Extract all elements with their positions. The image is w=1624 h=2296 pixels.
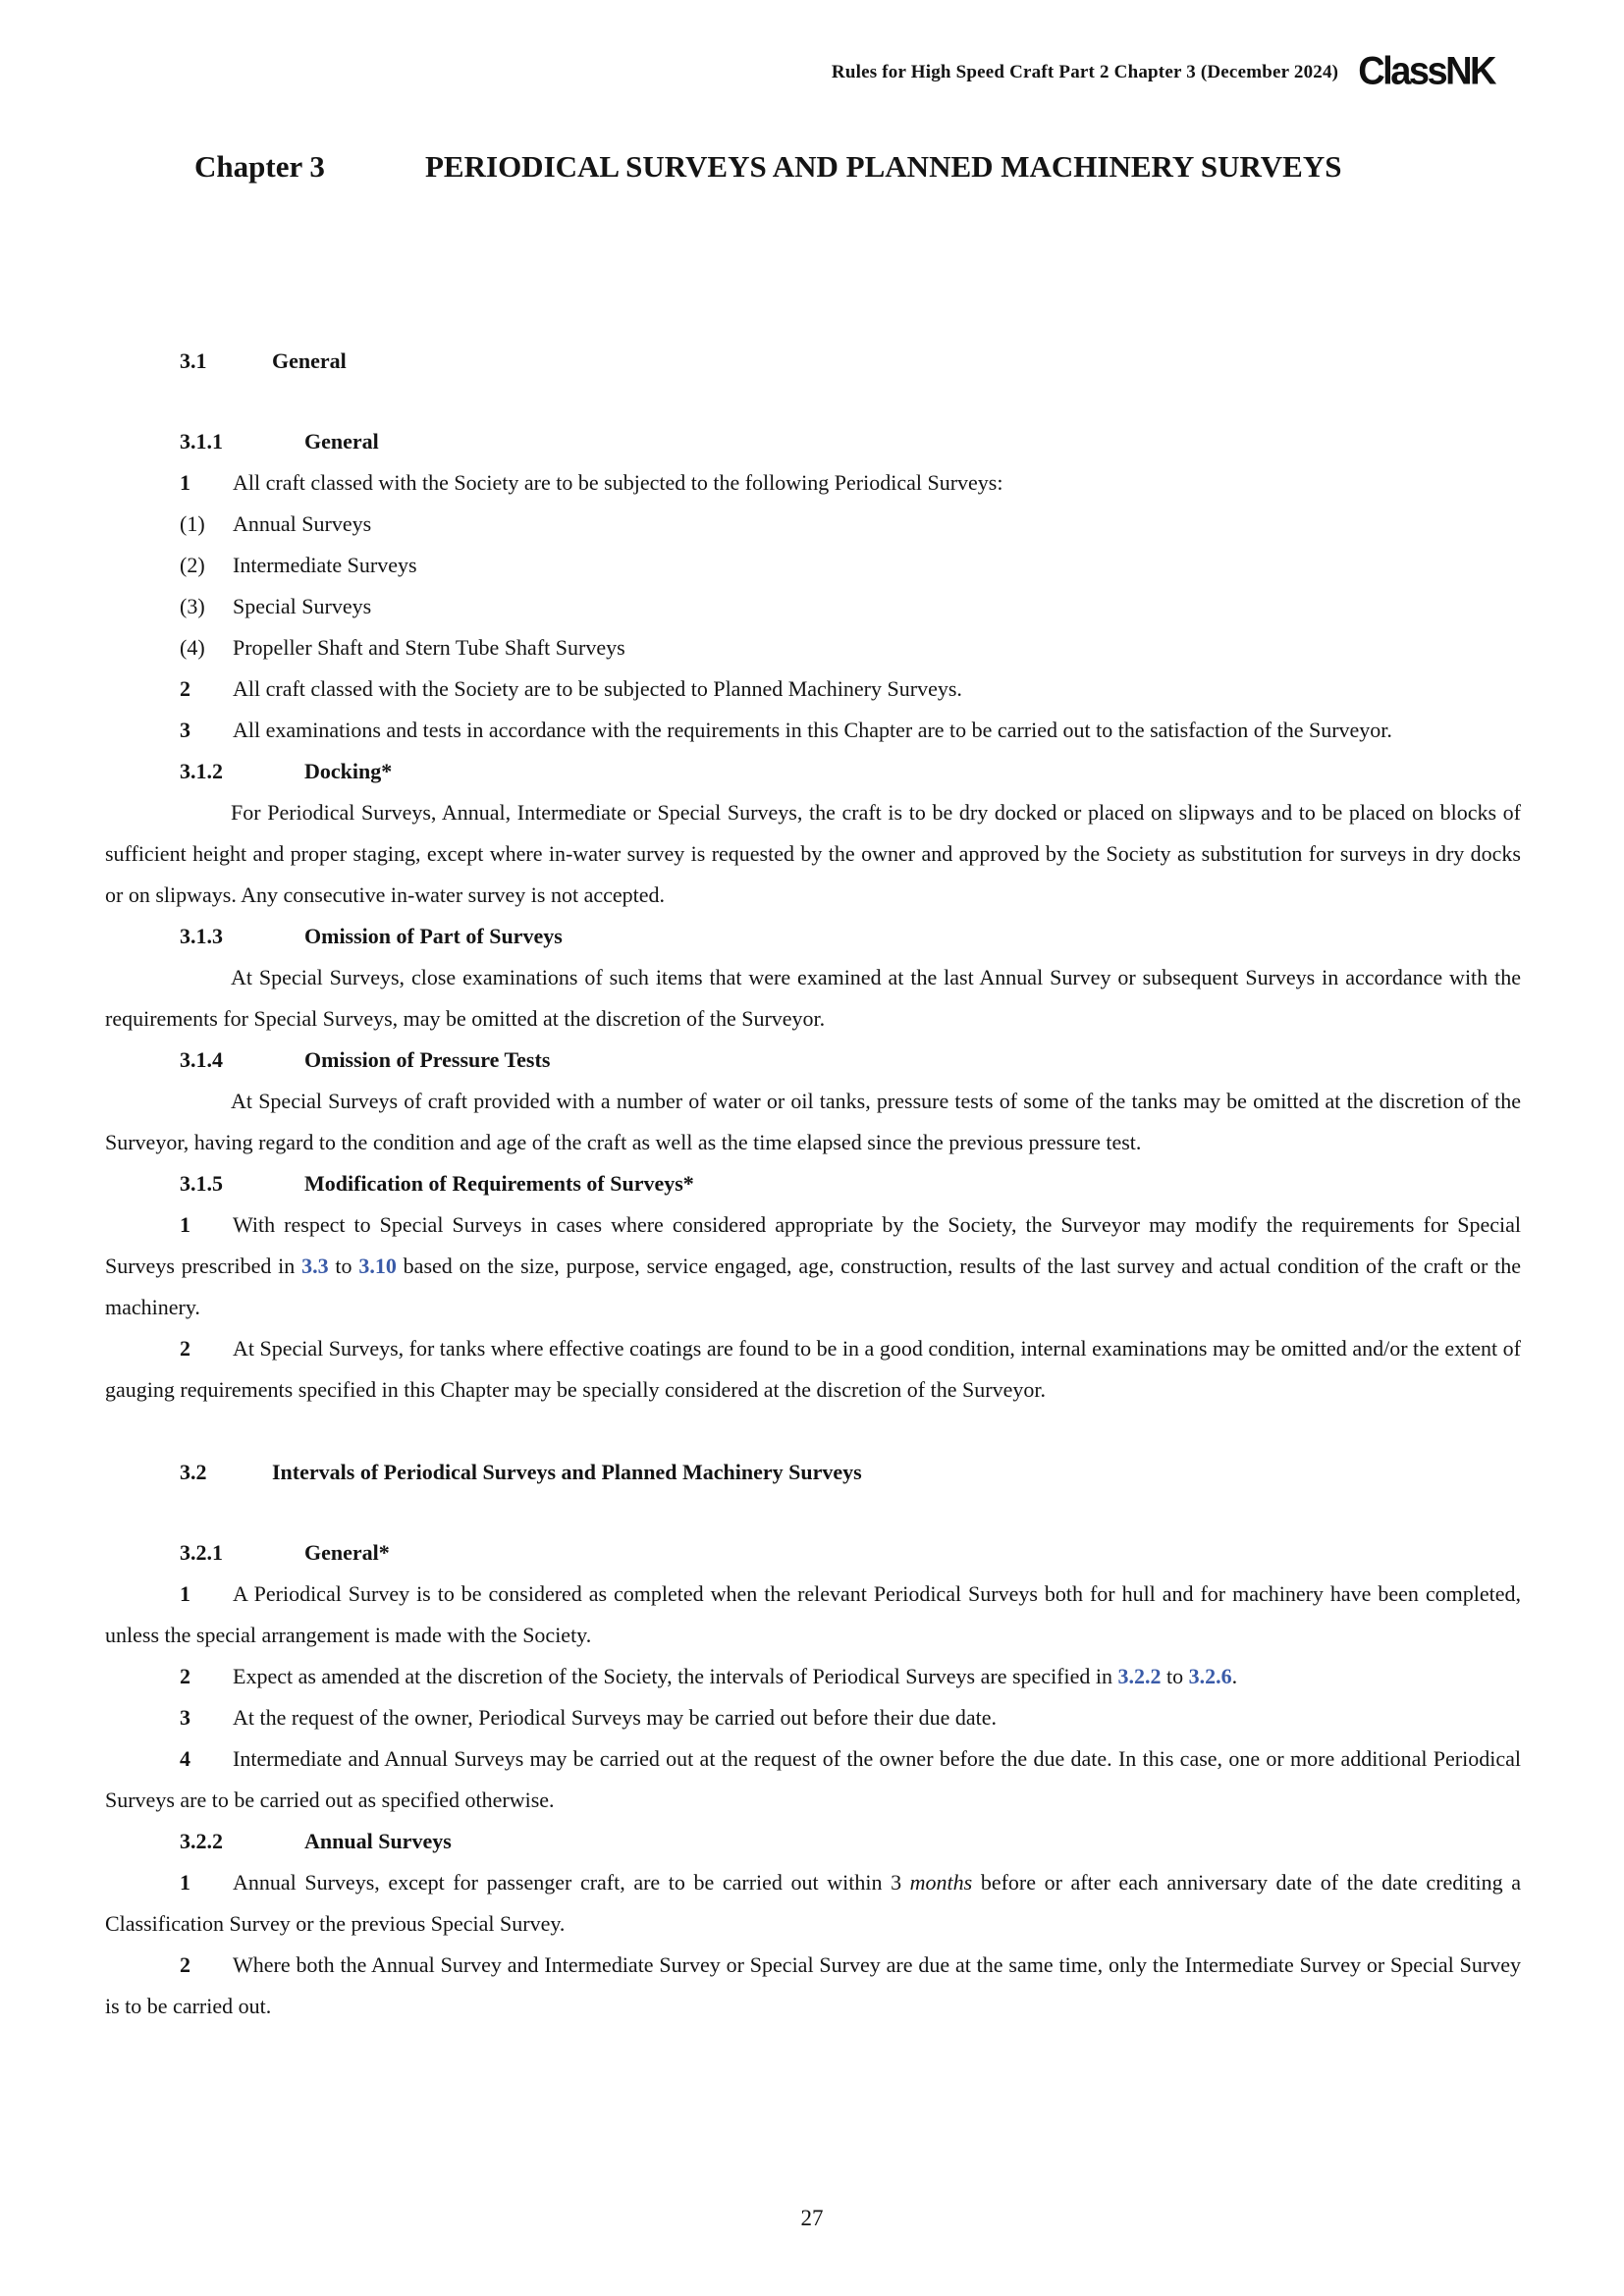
subsection-heading-3-1-4 (180, 1040, 1521, 1081)
paragraph-number: 2 (180, 1336, 190, 1361)
paragraph-text: Expect as amended at the discretion of the Society, the intervals of Periodical Surveys are specified in (233, 1664, 1118, 1688)
paragraph-text: to (328, 1254, 359, 1278)
list-item-text: Annual Surveys (233, 511, 372, 536)
page-footer (0, 2206, 1624, 2231)
subsection-number: 3.2.1 (180, 1540, 223, 1565)
paragraph-text: For Periodical Surveys, Annual, Intermediate or Special Surveys, the craft is to be dry docked or placed on slipways and to be placed on blocks of sufficient height and proper staging, except where in-water survey is requested by the owner and approved by the Society as substitution for surveys in dry docks or on slipways. Any consecutive in-water survey is not accepted. (105, 800, 1521, 907)
section-heading-3-2 (180, 1452, 1521, 1493)
chapter-title-row (105, 0, 1521, 187)
section-number: 3.2 (180, 1460, 207, 1484)
numbered-paragraph (105, 1656, 1521, 1697)
numbered-paragraph (105, 1328, 1521, 1411)
paragraph-number: 1 (180, 1212, 190, 1237)
chapter-number: Chapter 3 (194, 149, 325, 184)
subsection-number: 3.1.3 (180, 924, 223, 948)
subsection-title: Modification of Requirements of Surveys* (304, 1171, 694, 1196)
list-item (105, 627, 1521, 668)
paragraph-number: 3 (180, 1705, 190, 1730)
paragraph-text: At the request of the owner, Periodical Surveys may be carried out before their due date. (233, 1705, 998, 1730)
subsection-number: 3.1.1 (180, 429, 223, 454)
paragraph-text: All craft classed with the Society are to be subjected to Planned Machinery Surveys. (233, 676, 962, 701)
subsection-heading-3-1-2 (180, 751, 1521, 792)
cross-reference-link[interactable]: 3.2.2 (1117, 1664, 1162, 1688)
page-header (832, 51, 1494, 93)
numbered-paragraph (105, 710, 1521, 751)
numbered-paragraph (105, 1697, 1521, 1738)
list-item (105, 545, 1521, 586)
paragraph-text: before or after each anniversary date of the date crediting a Classification Survey or the previous Special Survey. (105, 1870, 1521, 1936)
section-number: 3.1 (180, 348, 207, 373)
paragraph-number: 1 (180, 1581, 190, 1606)
cross-reference-link[interactable]: 3.10 (358, 1254, 397, 1278)
subsection-title: Omission of Pressure Tests (304, 1047, 551, 1072)
subsection-heading-3-1-3 (180, 916, 1521, 957)
list-item (105, 586, 1521, 627)
subsection-title: Docking* (304, 759, 393, 783)
list-item (105, 504, 1521, 545)
numbered-paragraph (105, 1862, 1521, 1945)
paragraph-number: 3 (180, 718, 190, 742)
list-item-number: (2) (180, 553, 205, 577)
subsection-number: 3.2.2 (180, 1829, 223, 1853)
section-heading-3-1 (180, 341, 1521, 382)
paragraph-text: At Special Surveys, close examinations of such items that were examined at the last Annual Survey or subsequent Surveys in accordance with the requirements for Special Surveys, may be omitted at the discretion of the Surveyor. (105, 965, 1521, 1031)
paragraph-text: A Periodical Survey is to be considered as completed when the relevant Periodical Surveys both for hull and for machinery have been completed, unless the special arrangement is made with the Society. (105, 1581, 1521, 1647)
numbered-paragraph (105, 1945, 1521, 2027)
paragraph-text: With respect to Special Surveys in cases where considered appropriate by the Society, the Surveyor may modify the requirements for Special Surveys prescribed in (105, 1212, 1521, 1278)
paragraph-text-italic: months (909, 1870, 973, 1895)
paragraph-number: 2 (180, 676, 190, 701)
paragraph-number: 4 (180, 1746, 190, 1771)
numbered-paragraph (105, 1204, 1521, 1328)
subsection-title: General (304, 429, 379, 454)
list-item-number: (3) (180, 594, 205, 618)
section-title: Intervals of Periodical Surveys and Planned Machinery Surveys (272, 1460, 862, 1484)
numbered-paragraph (105, 1574, 1521, 1656)
paragraph-text: to (1161, 1664, 1189, 1688)
paragraph-text: Where both the Annual Survey and Intermediate Survey or Special Survey are due at the same time, only the Intermediate Survey or Special Survey is to be carried out. (105, 1952, 1521, 2018)
subsection-heading-3-1-1 (180, 421, 1521, 462)
section-title: General (272, 348, 347, 373)
subsection-title: General* (304, 1540, 390, 1565)
cross-reference-link[interactable]: 3.2.6 (1188, 1664, 1232, 1688)
subsection-heading-3-2-1 (180, 1532, 1521, 1574)
subsection-title: Annual Surveys (304, 1829, 452, 1853)
paragraph-number: 2 (180, 1952, 190, 1977)
subsection-number: 3.1.5 (180, 1171, 223, 1196)
paragraph-text: All craft classed with the Society are to be subjected to the following Periodical Surveys: (233, 470, 1003, 495)
cross-reference-link[interactable]: 3.3 (301, 1254, 329, 1278)
subsection-heading-3-1-5 (180, 1163, 1521, 1204)
numbered-paragraph (105, 462, 1521, 504)
list-item-text: Intermediate Surveys (233, 553, 417, 577)
chapter-heading: PERIODICAL SURVEYS AND PLANNED MACHINERY SURVEYS (425, 149, 1342, 184)
numbered-paragraph (105, 1738, 1521, 1821)
list-item-text: Propeller Shaft and Stern Tube Shaft Surveys (233, 635, 625, 660)
classnk-logo: ClassNK (1358, 49, 1494, 94)
paragraph-text: . (1231, 1664, 1238, 1688)
paragraph-text: At Special Surveys of craft provided with a number of water or oil tanks, pressure tests of some of the tanks may be omitted at the discretion of the Surveyor, having regard to the condition and age of the craft as well as the time elapsed since the previous pressure test. (105, 1089, 1521, 1154)
subsection-title: Omission of Part of Surveys (304, 924, 563, 948)
numbered-paragraph (105, 668, 1521, 710)
paragraph-text: At Special Surveys, for tanks where effective coatings are found to be in a good condition, internal examinations may be omitted and/or the extent of gauging requirements specified in this Chapter may be specially considered at the discretion of the Surveyor. (105, 1336, 1521, 1402)
paragraph-text: All examinations and tests in accordance with the requirements in this Chapter are to be carried out to the satisfaction of the Surveyor. (233, 718, 1392, 742)
list-item-number: (4) (180, 635, 205, 660)
subsection-heading-3-2-2 (180, 1821, 1521, 1862)
paragraph-text: Annual Surveys, except for passenger craft, are to be carried out within 3 (233, 1870, 910, 1895)
list-item-text: Special Surveys (233, 594, 372, 618)
paragraph-number: 2 (180, 1664, 190, 1688)
subsection-number: 3.1.4 (180, 1047, 223, 1072)
page-number: 27 (800, 2206, 824, 2230)
paragraph-text: Intermediate and Annual Surveys may be carried out at the request of the owner before the due date. In this case, one or more additional Periodical Surveys are to be carried out as specified otherwise. (105, 1746, 1521, 1812)
running-header-title: Rules for High Speed Craft Part 2 Chapter 3 (December 2024) (831, 61, 1339, 82)
paragraph-number: 1 (180, 1870, 190, 1895)
paragraph-number: 1 (180, 470, 190, 495)
paragraph-text: based on the size, purpose, service engaged, age, construction, results of the last survey and actual condition of the craft or the machinery. (105, 1254, 1522, 1319)
subsection-number: 3.1.2 (180, 759, 223, 783)
list-item-number: (1) (180, 511, 205, 536)
